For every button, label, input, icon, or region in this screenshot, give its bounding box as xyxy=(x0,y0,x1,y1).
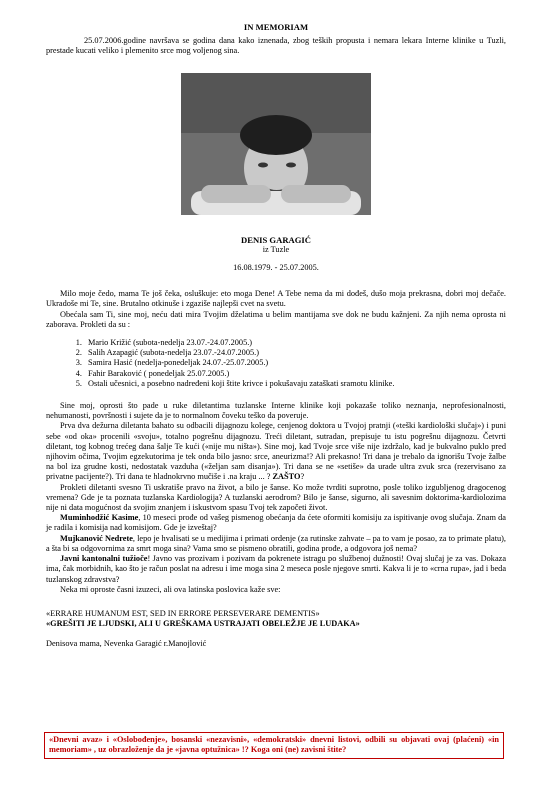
latin-proverb-translation: «GREŠITI JE LJUDSKI, ALI U GREŠKAMA USTRAJATI OBELEŽJE JE LUDAKA» xyxy=(46,619,360,629)
signature-line: Denisova mama, Nevenka Garagić r.Manojlović xyxy=(46,639,207,649)
list-item: 3. Samira Hasić (nedelja-ponedeljak 24.07.-25.07.2005.) xyxy=(84,358,506,368)
person-name: DENIS GARAGIĆ xyxy=(241,234,311,245)
paragraph-3: Sine moj, oprosti što pade u ruke diletantima tuzlanske Interne klinike koji pokazaše toliko neznanja, neprofesionalnosti, nehumanosti, površnosti i sujete da je to normalnom čoveku teško da poveruje. xyxy=(46,401,506,421)
paragraph-6 xyxy=(46,513,506,533)
addressee-nedret: Mujkanović Nedrete xyxy=(60,533,133,543)
paragraph-4-text: Prva dva dežurna diletanta bahato su odbacili dijagnozu kolege, cenjenog doktora u Tvojoj pratnji («teški kardiološki slučaj») i puni sebe «od oka» procenili «svoju», totalno pogrešnu dijagnozu. Treći diletant, sutradan, prepisuje tu istu pogrešnu dijagnozu. Četvrti diletant, tog kobnog trećeg dana šalje Te kući («nije mu ništa»). Sine moj, kad Tvoje srce više nije izdržalo, kad je bukvalno puklo pred njihovim očima, Tvojim egzekutorima je tek onda bilo jasno: srce, aneurizma!? Ali prekasno! Tri dana je trebalo da ignorišu Tvoje žalbe na bol iza grudne kosti, nedostatak vazduha («željan sam disanja»). Tri dana se ne «setiše» da urade ultra zvuk srca (rezervisano za privatne pacijente?). Tri dana te hladnokrvno mučiše i .na kraju ... ? xyxy=(46,421,506,482)
list-item: 5. Ostali učesnici, a posebno nadređeni koji štite krivce i pokušavaju zataškati sramotu klinike. xyxy=(84,379,506,389)
zasto-word: ZAŠTO xyxy=(272,472,301,482)
paragraph-4 xyxy=(46,421,506,482)
list-item: 2. Salih Azapagić (subota-nedelja 23.07.-24.07.2005.) xyxy=(84,348,506,358)
person-origin: iz Tuzle xyxy=(262,244,290,254)
paragraph-7 xyxy=(46,534,506,554)
red-notice-box: «Dnevni avaz» i «Oslobođenje», bosanski «nezavisni», «demokratski» dnevni listovi, odbili su objavati ovaj (plaćeni) «in memoriam» , uz obrazloženje da je «javna optužnica» !? Koga oni (ne) zavisni štite? xyxy=(44,732,504,759)
paragraph-8 xyxy=(46,554,506,585)
document-title: IN MEMORIAM xyxy=(243,22,309,32)
paragraph-8-text: ! Javno vas prozivam i pozivam da pokrenete istragu po službenoj dužnosti! Ovaj slučaj je za vas. Dokaza ima, čak morbidnih, kao što je račun poslat na adresu i ime moga sina 2 meseca posle njegove smrti. Kakva li je to «crna rupa», jad i beda tuzlanskog zdravstva? xyxy=(46,554,506,584)
paragraph-4-end: ? xyxy=(300,472,305,482)
addressee-prosecutor: Javni kantonalni tužioče xyxy=(60,554,148,564)
list-item: 4. Fahir Baraković ( ponedeljak 25.07.2005.) xyxy=(84,369,506,379)
memorial-document xyxy=(46,22,506,650)
portrait-photo xyxy=(181,73,371,215)
accused-list xyxy=(46,338,506,389)
paragraph-2: Obećala sam Ti, sine moj, neću dati mira Tvojim dželatima u belim mantijama sve dok ne budu kažnjeni. Za njih nema oprosta ni zaborava. Prokleti da su : xyxy=(46,309,506,329)
latin-proverb: «ERRARE HUMANUM EST, SED IN ERRORE PERSEVERARE DEMENTIS» xyxy=(46,608,320,618)
paragraph-5: Prokleti diletanti svesno Ti uskratiše pravo na život, a bilo je šanse. Ko može tvrditi suprotno, posle toliko izgubljenog dragocenog vremena? Gde je ta poznata tuzlanska Kardiologija? A tuzlanski aerodrom? Bilo je šanse, sigurno, ali savesnim doktorima-kardiolozima nije ni data mogućnost da svojim znanjem i iskustvom spasu Tvoj tek započeti život. xyxy=(46,482,506,513)
paragraph-9: Neka mi oproste časni izuzeci, ali ova latinska poslovica kaže sve: xyxy=(60,584,281,594)
addressee-kasim: Muminhodžić Kasime xyxy=(60,513,139,523)
portrait-photo-icon xyxy=(181,73,371,215)
paragraph-6-text: , 10 meseci prođe od vašeg pismenog obećanja da ćete oformiti komisiju za ispitivanje ovog slučaja. Znam da je radila i komisija nad komisijom. Gde je izveštaj? xyxy=(46,513,506,533)
paragraph-1: Milo moje čedo, mama Te još čeka, osluškuje: eto moga Dene! A Tebe nema da mi dođeš, dušo moja prekrasna, dobri moj dečače. Ukradoše mi Te, sine. Brutalno otkinuše i zgaziše najlepši cvet na svetu. xyxy=(46,289,506,309)
intro-paragraph: 25.07.2006.godine navršava se godina dana kako iznenada, zbog teških propusta i nemara lekara Interne klinike u Tuzli, prestade kucati veliko i plemenito srce mog voljenog sina. xyxy=(46,36,506,56)
list-item: 1. Mario Križić (subota-nedelja 23.07.-24.07.2005.) xyxy=(84,338,506,348)
life-dates: 16.08.1979. - 25.07.2005. xyxy=(233,263,319,273)
paragraph-7-text: , lepo je hvalisati se u medijima i primati ordenje (za rutinske zahvate – pa to vam je posao, za to primate platu), a šta bi sa odgovornima za smrt moga sina? Vama smo se pismeno obratili, godina prođe, a odgovora još nema? xyxy=(46,533,506,553)
